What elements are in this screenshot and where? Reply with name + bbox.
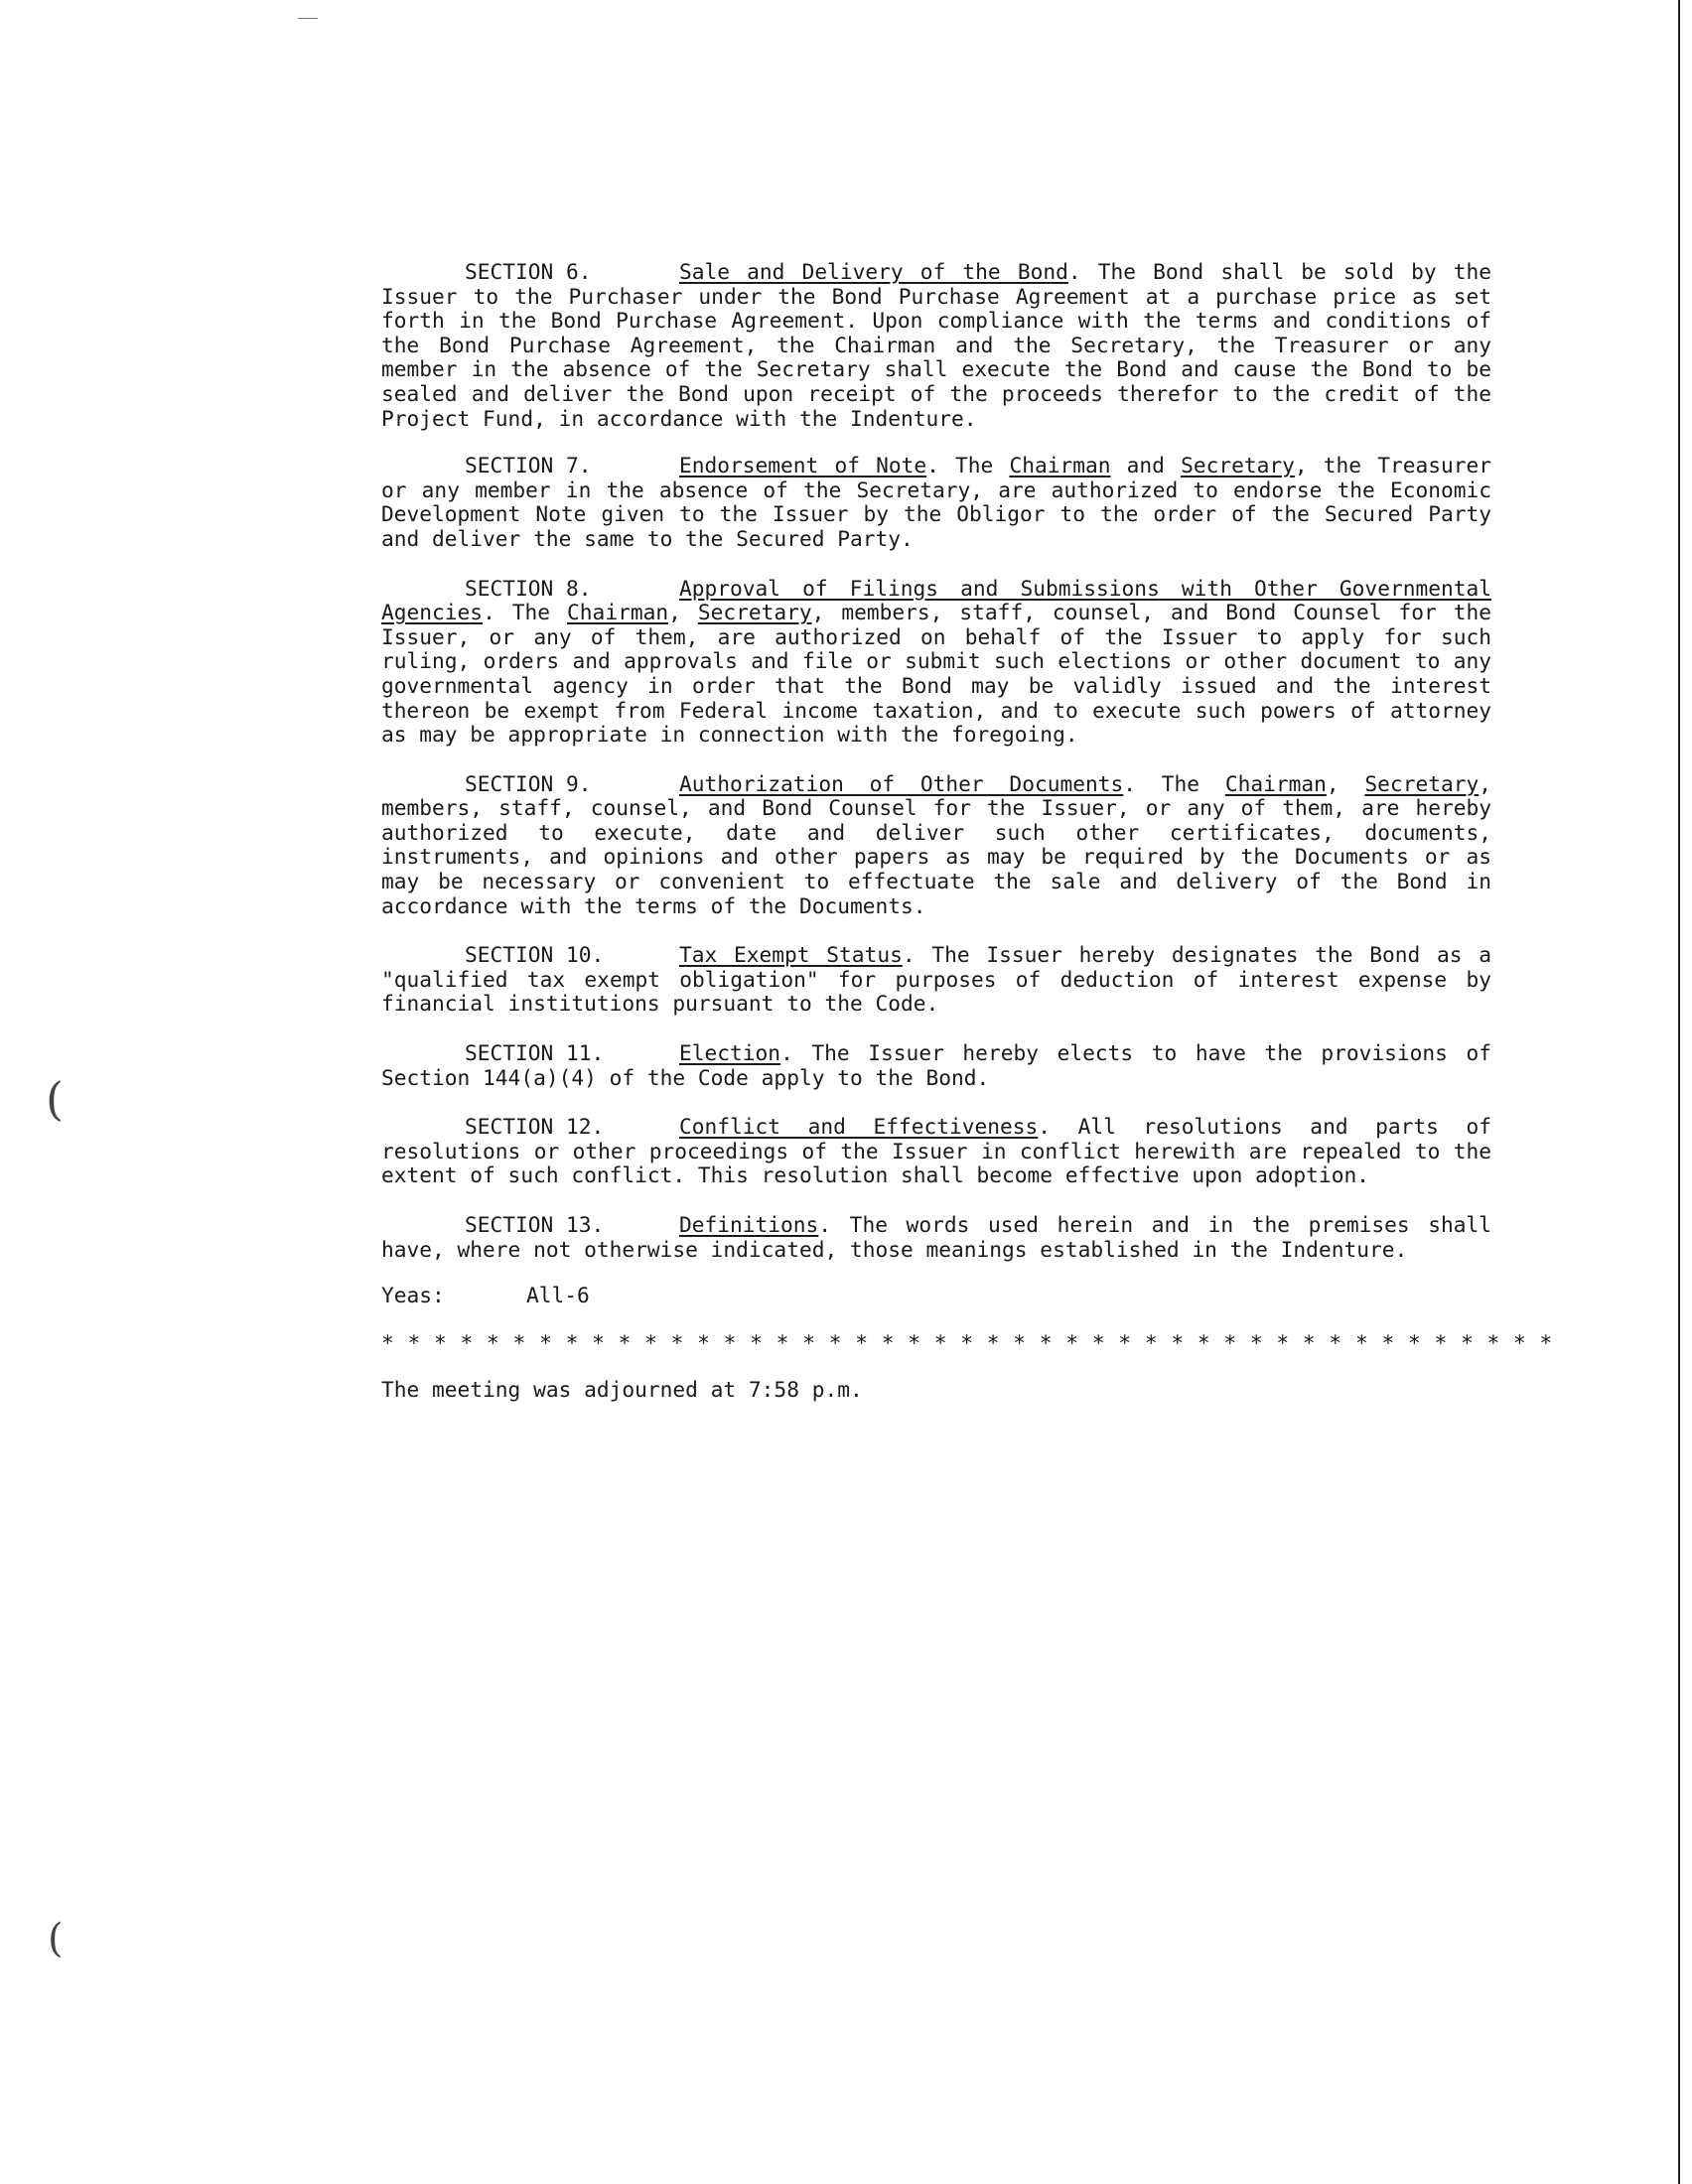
section-body: . The Issuer hereby elects to have the provisions of Section 144(a)(4) of the Code apply to the Bond. bbox=[381, 1040, 1491, 1090]
section-heading: Conflict and Effectiveness bbox=[679, 1114, 1039, 1140]
section-13 bbox=[381, 1213, 1491, 1262]
document-page bbox=[381, 259, 1553, 1403]
section-10 bbox=[381, 943, 1491, 1017]
section-body: , the Treasurer or any member in the absence of the Secretary, are authorized to endorse the Economic Development Note given to the Issuer by the Obligor to the order of the Secured Party and deliver the same to the Secured Party. bbox=[381, 453, 1491, 551]
section-heading: Authorization of Other Documents bbox=[679, 770, 1124, 796]
section-label: SECTION 13. bbox=[465, 1212, 605, 1237]
margin-paren-mark-lower: ( bbox=[48, 1916, 64, 1962]
section-label: SECTION 12. bbox=[465, 1114, 605, 1140]
section-heading: Sale and Delivery of the Bond bbox=[679, 259, 1068, 284]
section-heading: Tax Exempt Status bbox=[679, 942, 903, 968]
section-body: . All resolutions and parts of resolutions or other proceedings of the Issuer in conflict herewith are repealed to the extent of such conflict. This resolution shall become effective upon adoption. bbox=[381, 1114, 1491, 1188]
section-12 bbox=[381, 1115, 1491, 1188]
underlined-term: Secretary bbox=[1364, 770, 1480, 796]
vote-value: All-6 bbox=[526, 1283, 590, 1308]
section-heading: Approval of Filings and Submissions with Other Governmental Agencies bbox=[381, 575, 1491, 625]
underlined-term: Chairman bbox=[1224, 770, 1327, 796]
section-body: . The Bond shall be sold by the Issuer to the Purchaser under the Bond Purchase Agreement at a purchase price as set forth in the Bond Purchase Agreement. Upon compliance with the terms and conditions of the Bond Purchase Agreement, the Chairman and the Secretary, the Treasurer or any member in the absence of the Secretary shall execute the Bond and cause the Bond to be sealed and deliver the Bond upon receipt of the proceeds therefor to the credit of the Project Fund, in accordance with the Indenture. bbox=[381, 259, 1491, 431]
underlined-term: Secretary bbox=[697, 600, 812, 625]
section-body-lead: . The bbox=[483, 600, 568, 625]
section-8 bbox=[381, 577, 1491, 748]
underlined-term: Secretary bbox=[1181, 453, 1295, 478]
underlined-term: Chairman bbox=[1009, 453, 1111, 478]
section-label: SECTION 8. bbox=[465, 575, 592, 601]
margin-paren-mark: ( bbox=[46, 1072, 64, 1126]
section-label: SECTION 10. bbox=[465, 942, 605, 968]
section-heading: Endorsement of Note bbox=[679, 453, 927, 478]
section-heading: Definitions bbox=[679, 1212, 819, 1237]
section-label: SECTION 6. bbox=[465, 259, 592, 284]
section-body-joiner: , bbox=[668, 600, 698, 625]
section-6 bbox=[381, 260, 1491, 431]
section-body-joiner: , bbox=[1326, 770, 1365, 796]
section-11 bbox=[381, 1041, 1491, 1090]
scan-mark bbox=[298, 18, 318, 19]
section-label: SECTION 9. bbox=[465, 770, 592, 796]
section-label: SECTION 11. bbox=[465, 1040, 605, 1066]
section-7 bbox=[381, 454, 1491, 551]
section-label: SECTION 7. bbox=[465, 453, 592, 478]
section-body-lead: . The bbox=[926, 453, 1010, 478]
section-body: . The Issuer hereby designates the Bond as a "qualified tax exempt obligation" for purposes of deduction of interest expense by financial institutions pursuant to the Code. bbox=[381, 942, 1491, 1017]
section-body-lead: . The bbox=[1123, 770, 1225, 796]
asterisk-separator: * * * * * * * * * * * * * * * * * * * * * * * * * * * * * * * * * * * * * * * * * * * * * bbox=[381, 1329, 1553, 1355]
section-9 bbox=[381, 772, 1491, 919]
section-body: , members, staff, counsel, and Bond Counsel for the Issuer, or any of them, are authorized on behalf of the Issuer to apply for such ruling, orders and approvals and file or submit such elections or other document to any governmental agency in order that the Bond may be validly issued and the interest thereon be exempt from Federal income taxation, and to execute such powers of attorney as may be appropriate in connection with the foregoing. bbox=[381, 600, 1491, 748]
underlined-term: Chairman bbox=[567, 600, 669, 625]
scan-page-edge bbox=[1678, 0, 1680, 2184]
vote-label: Yeas: bbox=[381, 1283, 445, 1308]
section-body-joiner: and bbox=[1110, 453, 1182, 478]
adjournment-note: The meeting was adjourned at 7:58 p.m. bbox=[381, 1377, 863, 1403]
vote-tally bbox=[381, 1284, 1491, 1308]
section-body: , members, staff, counsel, and Bond Counsel for the Issuer, or any of them, are hereby authorized to execute, date and deliver such other certificates, documents, instruments, and opinions and other papers as may be required by the Documents or as may be necessary or convenient to effectuate the sale and delivery of the Bond in accordance with the terms of the Documents. bbox=[381, 770, 1491, 918]
section-heading: Election bbox=[679, 1040, 781, 1066]
section-body: . The words used herein and in the premises shall have, where not otherwise indicated, those meanings established in the Indenture. bbox=[381, 1212, 1491, 1262]
